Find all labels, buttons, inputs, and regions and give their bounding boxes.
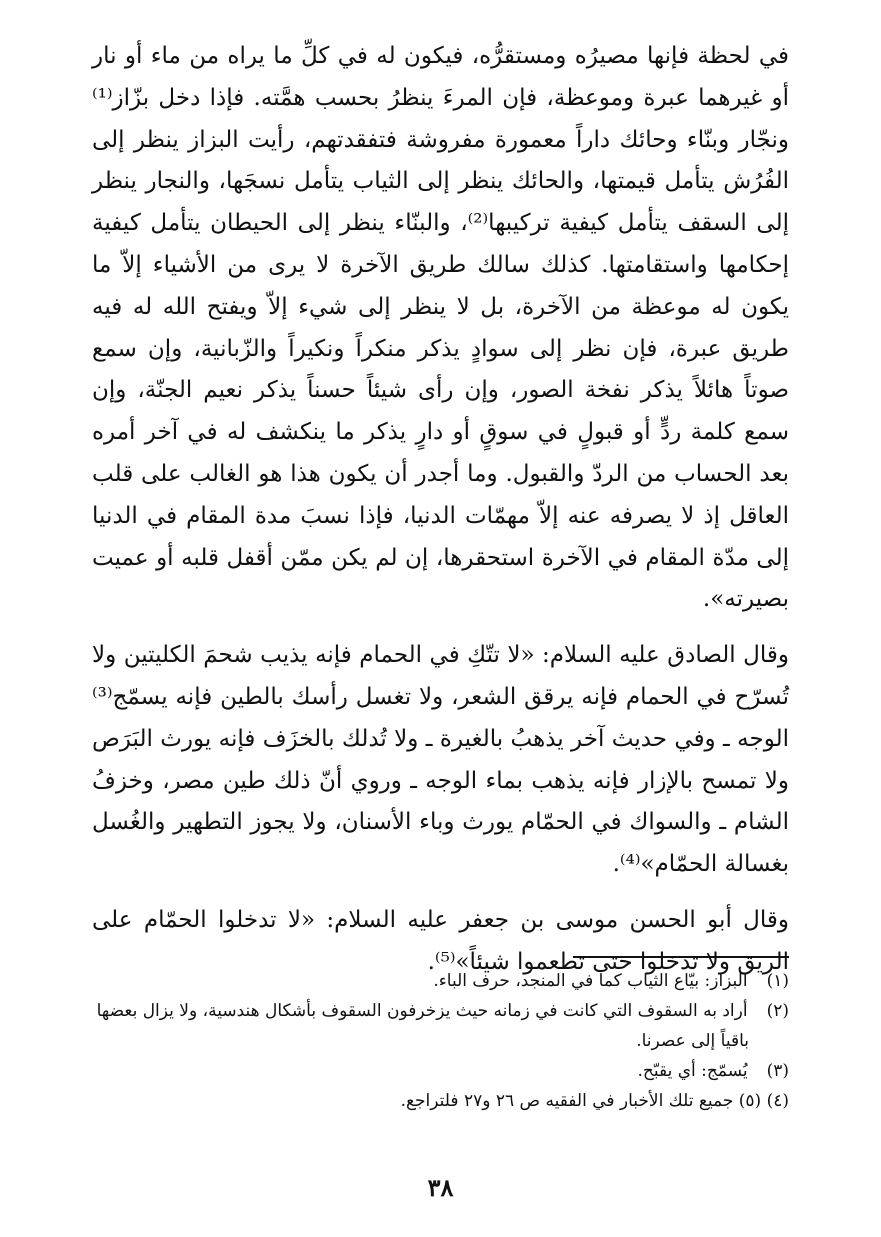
footnote-text: البزاز: بيّاع الثياب كما في المنجد، حرف الباء. [433,971,748,991]
footnote-item [92,996,789,1056]
footnote-number: (٣) [766,1061,789,1081]
footnote-number: (٤) (٥) [738,1091,789,1111]
footnote-number: (١) [766,971,789,991]
page-number: ٣٨ [427,1173,454,1202]
footnote-item [92,1056,789,1086]
footnotes [92,966,789,1116]
footnote-number: (٢) [766,1001,789,1021]
footnote-text: أراد به السقوف التي كانت في زمانه حيث يزخرفون السقوف بأشكال هندسية، ولا يزال بعضها باقياً إلى عصرنا. [96,1001,749,1051]
footnote-text: يُسمّج: أي يقبّح. [637,1061,748,1081]
main-text [92,36,789,984]
paragraph: وقال أبو الحسن موسى بن جعفر عليه السلام: «لا تدخلوا الحمّام على الريق ولا تدخلوا حتى تطعموا شيئاً»⁽⁵⁾. [92,906,789,975]
footnote-item [92,966,789,996]
paragraph: في لحظة فإنها مصيرُه ومستقرُّه، فيكون له في كلِّ ما يراه من ماء أو نار أو غيرهما عبرة وموعظة، فإن المرءَ ينظرُ بحسب همَّته. فإذا دخل بزّاز⁽¹⁾ ونجّار وبنّاء وحائك داراً معمورة مفروشة فتفقدتهم، رأيت البزاز ينظر إلى الفُرُش يتأمل قيمتها، والحائك ينظر إلى الثياب يتأمل نسجَها، والنجار ينظر إلى السقف يتأمل كيفية تركيبها⁽²⁾، والبنّاء ينظر إلى الحيطان يتأمل كيفية إحكامها واستقامتها. كذلك سالك طريق الآخرة لا يرى من الأشياء إلاّ ما يكون له موعظة من الآخرة، بل لا ينظر إلى شيء إلاّ ويفتح الله له فيه طريق عبرة، فإن نظر إلى سوادٍ يذكر منكراً ونكيراً والزّبانية، وإن سمع صوتاً هائلاً يذكر نفخة الصور، وإن رأى شيئاً حسناً يذكر نعيم الجنّة، وإن سمع كلمة ردٍّ أو قبولٍ في سوقٍ أو دارٍ يذكر ما ينكشف له في آخر أمره بعد الحساب من الردّ والقبول. وما أجدر أن يكون هذا هو الغالب على قلب العاقل إذ لا يصرفه عنه إلاّ مهمّات الدنيا، فإذا نسبَ مدة المقام في الدنيا إلى مدّة المقام في الآخرة استحقرها، إن لم يكن ممّن أقفل قلبه أو عميت بصيرته». [92,43,790,613]
footnote-divider [573,956,789,958]
paragraph: وقال الصادق عليه السلام: «لا تتّكِ في الحمام فإنه يذيب شحمَ الكليتين ولا تُسرّح في الحمام فإنه يرقق الشعر، ولا تغسل رأسك بالطين فإنه يسمّج⁽³⁾ الوجه ـ وفي حديث آخر يذهبُ بالغيرة ـ ولا تُدلك بالخزَف فإنه يورث البَرَص ولا تمسح بالإزار فإنه يذهب بماء الوجه ـ وروي أنّ ذلك طين مصر، وخزفُ الشام ـ والسواك في الحمّام يورث وباء الأسنان، ولا يجوز التطهير والغُسل بغسالة الحمّام»⁽⁴⁾. [92,642,789,878]
footnote-item [92,1086,789,1116]
footnote-text: جميع تلك الأخبار في الفقيه ص ٢٦ و٢٧ فلتراجع. [400,1091,734,1111]
